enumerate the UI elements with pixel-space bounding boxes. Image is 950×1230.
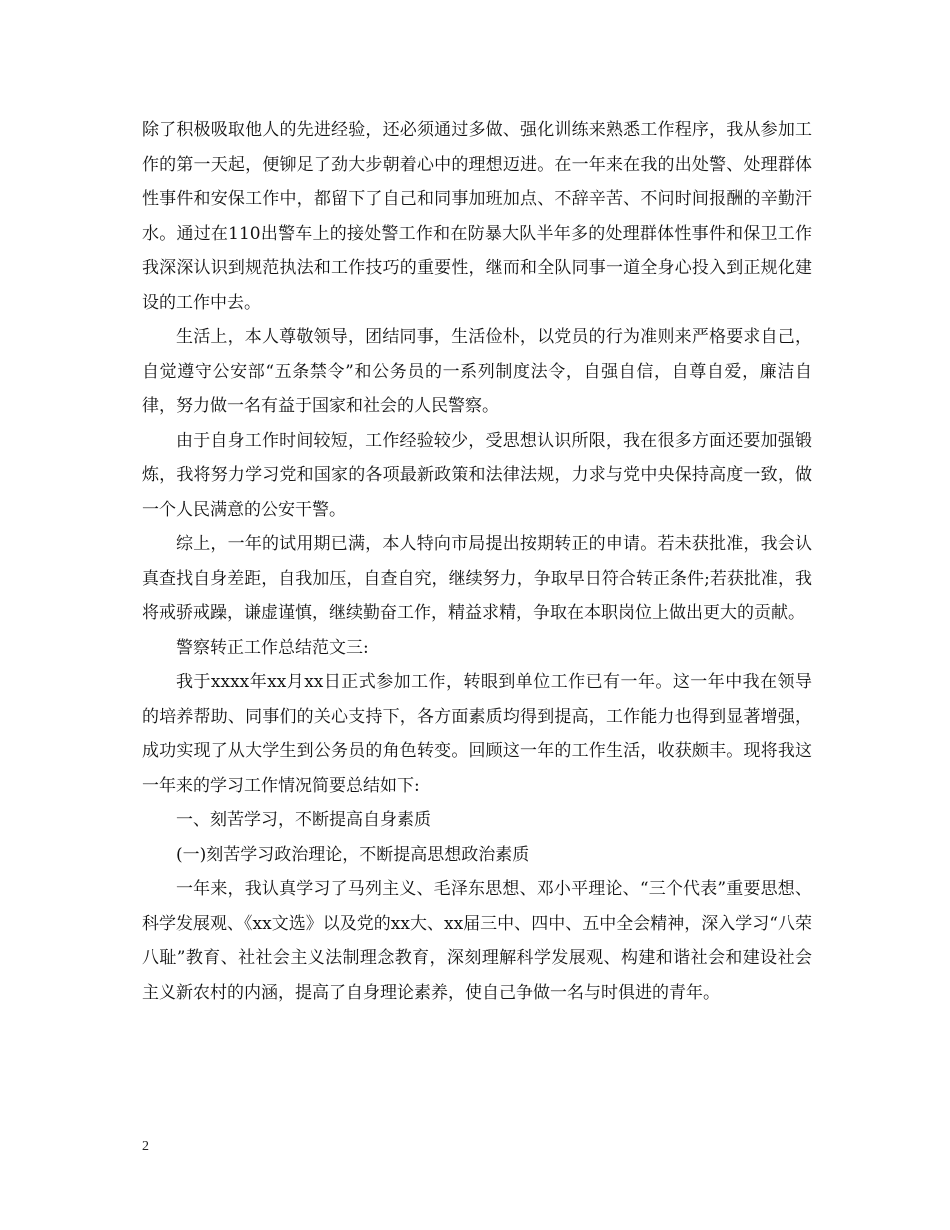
page-number: 2 (142, 1139, 149, 1154)
paragraph-intro: 我于xxxx年xx月xx日正式参加工作，转眼到单位工作已有一年。这一年中我在领导的培养帮助、同事们的关心支持下，各方面素质均得到提高，工作能力也得到显著增强，成功实现了从大学生到公务员的角色转变。回顾这一年的工作生活，收获颇丰。现将我这一年来的学习工作情况简要总结如下: (142, 672, 812, 796)
paragraph-continuation: 除了积极吸取他人的先进经验，还必须通过多做、强化训练来熟悉工作程序，我从参加工作的第一天起，便铆足了劲大步朝着心中的理想迈进。在一年来在我的出处警、处理群体性事件和安保工作中，都留下了自己和同事加班加点、不辞辛苦、不问时间报酬的辛勤汗水。通过在110出警车上的接处警工作和在防暴大队半年多的处理群体性事件和保卫工作我深深认识到规范执法和工作技巧的重要性，继而和全队同事一道全身心投入到正规化建设的工作中去。 (142, 120, 812, 313)
document-body (142, 113, 812, 1010)
paragraph-conclusion: 综上，一年的试用期已满，本人特向市局提出按期转正的申请。若未获批准，我会认真查找自身差距，自我加压，自查自究，继续努力，争取早日符合转正条件;若获批准，我将戒骄戒躁，谦虚谨慎，继续勤奋工作，精益求精，争取在本职岗位上做出更大的贡献。 (142, 534, 812, 623)
paragraph-theory-study: 一年来，我认真学习了马列主义、毛泽东思想、邓小平理论、“三个代表”重要思想、科学发展观、《xx文选》以及党的xx大、xx届三中、四中、五中全会精神，深入学习“八荣八耻”教育、社社会主义法制理念教育，深刻理解科学发展观、构建和谐社会和建设社会主义新农村的内涵，提高了自身理论素养，使自己争做一名与时俱进的青年。 (142, 879, 812, 1003)
subheading-political-theory: (一)刻苦学习政治理论，不断提高思想政治素质 (176, 844, 530, 865)
heading-study: 一、刻苦学习，不断提高自身素质 (176, 810, 431, 830)
paragraph-shortcomings: 由于自身工作时间较短，工作经验较少，受思想认识所限，我在很多方面还要加强锻炼，我将努力学习党和国家的各项最新政策和法律法规，力求与党中央保持高度一致，做一个人民满意的公安干警。 (142, 430, 812, 520)
paragraph-life: 生活上，本人尊敬领导，团结同事，生活俭朴，以党员的行为准则来严格要求自己，自觉遵守公安部“五条禁令”和公务员的一系列制度法令，自强自信，自尊自爱，廉洁自律，努力做一名有益于国家和社会的人民警察。 (142, 327, 812, 416)
section-heading-sample-three: 警察转正工作总结范文三: (176, 637, 369, 658)
